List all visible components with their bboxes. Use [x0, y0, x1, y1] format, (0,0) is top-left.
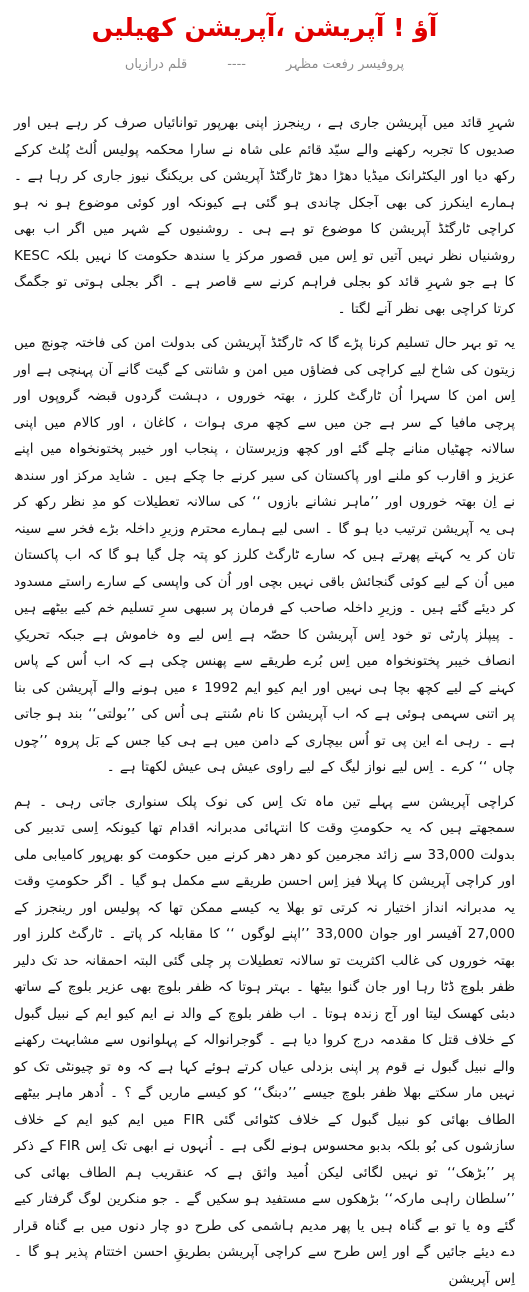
author-name: پروفیسر رفعت مظہر: [286, 54, 404, 76]
byline: [14, 54, 515, 76]
byline-separator: ----: [227, 54, 246, 76]
column-name: قلم درازیاں: [125, 54, 187, 76]
paragraph: یہ تو بہر حال تسلیم کرنا پڑے گا کہ ٹارگٹڈ آپریشن کی بدولت امن کی فاختہ چونچ میں زیتون کی شاخ لیے کراچی کی فضاؤں میں امن و شانتی کے گیت گانے آن پہنچی ہے اور اِس امن کا سہرا اُن ٹارگٹ کلرز ، بھتہ خوروں ، دہشت گردوں قبضہ گروپوں اور پرچی مافیا کے سر ہے جن میں سے کچھ مری ہوات ، کاغان ، اور کالام میں اپنی سالانہ چھٹیاں منانے چلے گئے اور کچھ وزیرستان ، پنجاب اور خیبر پختونخواہ میں اپنے عزیز و اقارب کو ملنے اور پاکستان کی سیر کرنے جا چکے ہیں ۔ شاید مرکز اور سندھ نے اِن بھتہ خوروں اور ’’ماہر نشانے بازوں ‘‘ کی سالانہ تعطیلات کو مدِ نظر رکھ کر ہی یہ آپریشن ترتیب دیا ہو گا ۔ اسی لیے ہمارے محترم وزیرِ داخلہ بڑے فخر سے سینہ تان کر یہ کہتے پھرتے ہیں کہ سارے ٹارگٹ کلرز کو پتہ چل گیا ہو گا کہ اب پاکستان میں اُن کے لیے کوئی گنجائش باقی نہیں بچی اور اُن کی واپسی کے سارے راستے مسدود کر دیئے گئے ہیں ۔ وزیرِ داخلہ صاحب کے فرمان پر سبھی سرِ تسلیم خم کیے بیٹھے ہیں ۔ پیپلز پارٹی تو خود اِس آپریشن کا حصّہ ہے اِس لیے وہ خاموش ہے جبکہ تحریکِ انصاف خیبر پختونخواہ میں اِس بُرے طریقے سے پھنس چکی ہے کہ اب اُس کے پاس کہنے کے لیے کچھ بچا ہی نہیں اور ایم کیو ایم 1992 ء میں ہونے والے آپریشن کی بنا پر اتنی سہمی ہوئی ہے کہ اب آپریشن کا نام سُنتے ہی اُس کی ’’بولتی‘‘ بند ہو جاتی ہے ۔ رہی اے این پی تو اُس بیچاری کے دامن میں ہے ہی کیا جس کے بَل پروہ ’’چوں چاں ‘‘ کرے ۔ اِس لیے نواز لیگ کے لیے راوی عیش ہی عیش لکھتا ہے ۔: [14, 330, 515, 781]
paragraph: کراچی آپریشن سے پہلے تین ماہ تک اِس کی نوک پلک سنواری جاتی رہی ۔ ہم سمجھتے ہیں کہ یہ حکومتِ وقت کا انتہائی مدبرانہ اقدام تھا کیونکہ اِسی تدبیر کی بدولت 33,000 سے زائد مجرمین کو دھر دھر کرنے میں حکومت کو بھرپور کامیابی ملی اور کراچی آپریشن کا پہلا فیز اِس احسن طریقے سے مکمل ہو گیا ۔ اگر حکومتِ وقت یہ مدبرانہ انداز اختیار نہ کرتی تو بھلا یہ کیسے ممکن تھا کہ پولیس اور رینجرز کے 27,000 آفیسر اور جوان 33,000 ’’اپنے لوگوں ‘‘ کا مقابلہ کر پاتے ۔ ٹارگٹ کلرز اور بھتہ خوروں کی غالب اکثریت تو سالانہ تعطیلات پر چلی گئی البتہ احمقانہ حد تک دلیر ظفر بلوچ ڈٹا رہا اور جان گنوا بیٹھا ۔ بہتر ہوتا کہ ظفر بلوچ بھی عزیر بلوچ کے ساتھ دبئی کھسک لیتا اور آج زندہ ہوتا ۔ اب ظفر بلوچ کے والد نے ایم کیو ایم کے نبیل گبول کے خلاف قتل کا مقدمہ درج کروا دیا ہے ۔ گوجرانوالہ کے پہلوانوں سے مشابہت رکھنے والے نبیل گبول نے قوم پر اپنی بزدلی عیاں کرتے ہوئے کہا ہے کہ وہ تو چیونٹی تک کو نہیں مار سکتے بھلا ظفر بلوچ جیسے ’’دبنگ‘‘ کو کیسے ماریں گے ؟ ۔ اُدھر ماہر بیٹھے الطاف بھائی کو نبیل گبول کے خلاف کٹوائی گئی FIR میں ایم کیو ایم کے خلاف سازشوں کی بُو بلکہ بدبو محسوس ہونے لگی ہے ۔ اُنہوں نے ابھی تک اِس FIR کے ذکر پر ’’بڑھک‘‘ تو نہیں لگائی لیکن اُمید واثق ہے کہ عنقریب ہم الطاف بھائی کی ’’سلطان راہی مارکہ‘‘ بڑھکوں سے مستفید ہو سکیں گے ۔ جو منکرین لوگ گرفتار کیے گئے وہ یا تو بے گناہ ہیں یا پھر مدیم ہاشمی کی طرح دو چار دنوں میں بے گناہ قرار دے دیئے جائیں گے اور اِس طرح سے کراچی آپریشن بطریقِ احسن اختتام پذیر ہو گا ۔ اِس آپریشن: [14, 789, 515, 1292]
article-title: آؤ ! آپریشن ،آپریشن کھیلیں: [14, 10, 515, 46]
article-body: [14, 110, 515, 1292]
paragraph: شہرِ قائد میں آپریشن جاری ہے ، رینجرز اپنی بھرپور توانائیاں صرف کر رہے ہیں اور صدیوں کا تجربہ رکھنے والے سیّد قائم علی شاہ نے سارا محکمہ پولیس اُلٹ پُلٹ کرکے رکھ دیا اور الیکٹرانک میڈیا دھڑا دھڑ ٹارگٹڈ آپریشن کی بریکنگ نیوز جاری کر رہا ہے ۔ ہمارے اینکرز کی بھی آجکل چاندی ہو گئی ہے کیونکہ اور کوئی موضوع ہو نہ ہو کراچی ٹارگٹڈ آپریشن کا موضوع تو ہے ہی ۔ روشنیوں کے شہر میں اگر اب بھی روشنیاں نظر نہیں آتیں تو اِس میں قصور مرکز یا سندھ حکومت کا نہیں بلکہ KESC کا ہے جو شہرِ قائد کو بجلی فراہم کرنے سے قاصر ہے ۔ اگر بجلی ہوتی تو جگمگ کرتا کراچی بھی نظر آنے لگتا ۔: [14, 110, 515, 322]
